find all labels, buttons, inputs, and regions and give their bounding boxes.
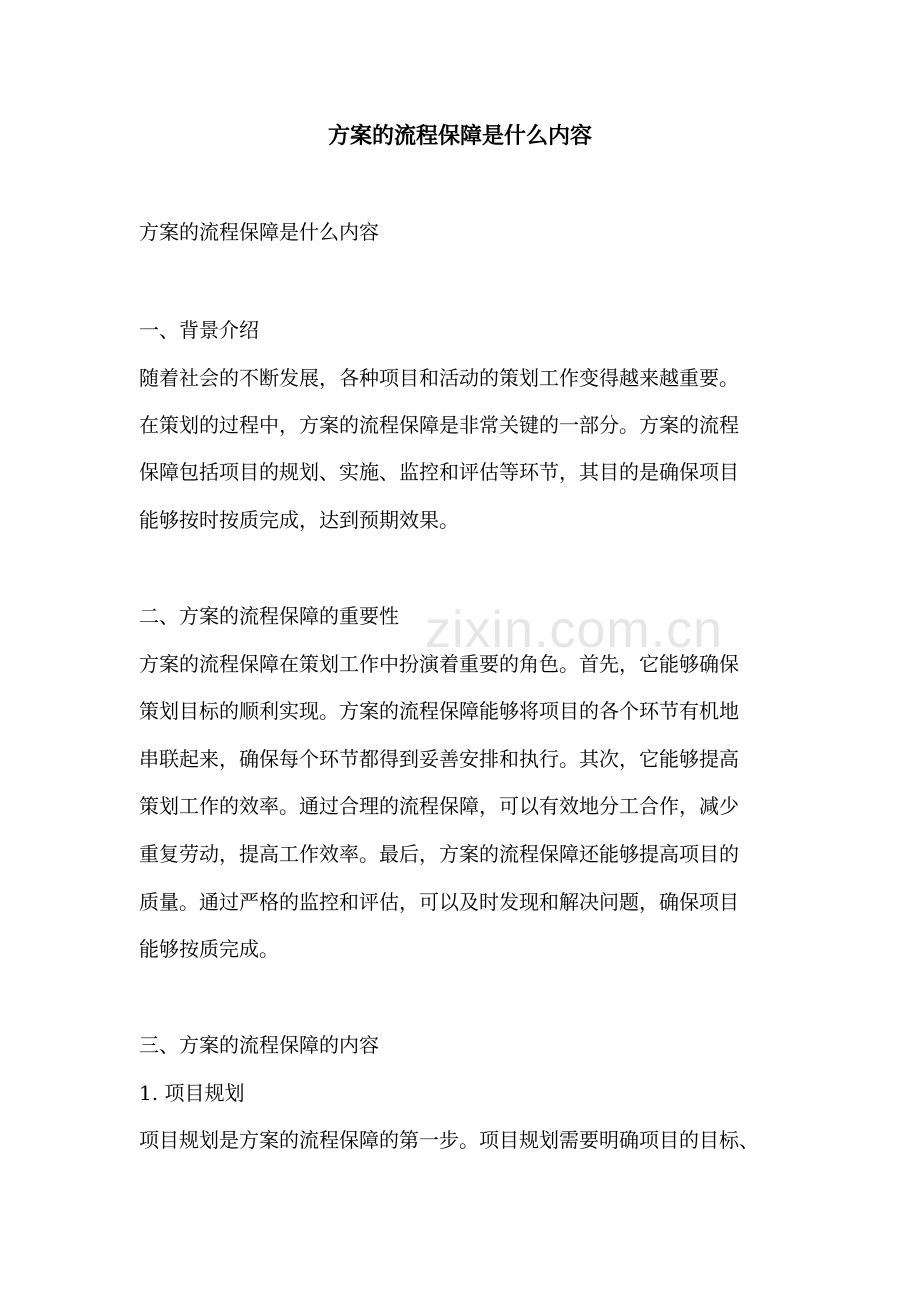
paragraph-line: 质量。通过严格的监控和评估，可以及时发现和解决问题，确保项目 — [139, 890, 739, 914]
paragraph-line: 重复劳动，提高工作效率。最后，方案的流程保障还能够提高项目的 — [139, 842, 739, 866]
subsection-heading: 1. 项目规划 — [139, 1081, 245, 1105]
paragraph-line: 串联起来，确保每个环节都得到妥善安排和执行。其次，它能够提高 — [139, 747, 739, 771]
watermark: zixin.com.cn — [425, 601, 724, 659]
document-subtitle: 方案的流程保障是什么内容 — [139, 220, 379, 244]
paragraph-line: 能够按质完成。 — [139, 937, 279, 961]
paragraph-line: 策划目标的顺利实现。方案的流程保障能够将项目的各个环节有机地 — [139, 699, 739, 723]
section-heading-importance: 二、方案的流程保障的重要性 — [139, 604, 399, 628]
document-title: 方案的流程保障是什么内容 — [327, 123, 592, 149]
paragraph-line: 能够按时按质完成，达到预期效果。 — [139, 508, 459, 532]
section-heading-content: 三、方案的流程保障的内容 — [139, 1033, 379, 1057]
paragraph-line: 项目规划是方案的流程保障的第一步。项目规划需要明确项目的目标、 — [139, 1128, 759, 1152]
paragraph-line: 策划工作的效率。通过合理的流程保障，可以有效地分工合作，减少 — [139, 794, 739, 818]
paragraph-line: 随着社会的不断发展，各种项目和活动的策划工作变得越来越重要。 — [139, 366, 739, 390]
paragraph-line: 保障包括项目的规划、实施、监控和评估等环节，其目的是确保项目 — [139, 460, 739, 484]
paragraph-line: 在策划的过程中，方案的流程保障是非常关键的一部分。方案的流程 — [139, 413, 739, 437]
paragraph-line: 方案的流程保障在策划工作中扮演着重要的角色。首先，它能够确保 — [139, 652, 739, 676]
section-heading-background: 一、背景介绍 — [139, 318, 259, 342]
